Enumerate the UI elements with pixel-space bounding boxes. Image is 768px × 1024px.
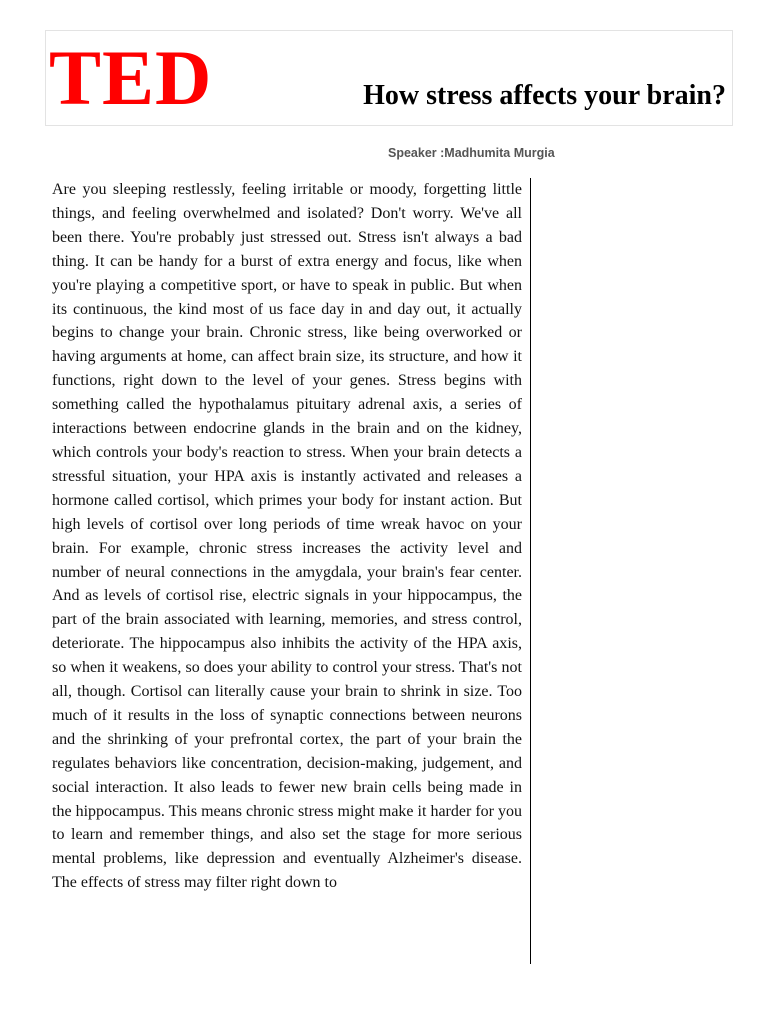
speaker-byline: Speaker :Madhumita Murgia bbox=[388, 146, 555, 160]
header-banner bbox=[45, 30, 733, 126]
column-divider bbox=[530, 178, 531, 964]
ted-logo: TED bbox=[49, 34, 213, 121]
article-body: Are you sleeping restlessly, feeling irritable or moody, forgetting little things, and feeling overwhelmed and isolated? Don't worry. We've all been there. You're probably just stressed out. Stress isn't always a bad thing. It can be handy for a burst of extra energy and focus, like when you're playing a competitive sport, or have to speak in public. But when its continuous, the kind most of us face day in and day out, it actually begins to change your brain. Chronic stress, like being overworked or having arguments at home, can affect brain size, its structure, and how it functions, right down to the level of your genes. Stress begins with something called the hypothalamus pituitary adrenal axis, a series of interactions between endocrine glands in the brain and on the kidney, which controls your body's reaction to stress. When your brain detects a stressful situation, your HPA axis is instantly activated and releases a hormone called cortisol, which primes your body for instant action. But high levels of cortisol over long periods of time wreak havoc on your brain. For example, chronic stress increases the activity level and number of neural connections in the amygdala, your brain's fear center. And as levels of cortisol rise, electric signals in your hippocampus, the part of the brain associated with learning, memories, and stress control, deteriorate. The hippocampus also inhibits the activity of the HPA axis, so when it weakens, so does your ability to control your stress. That's not all, though. Cortisol can literally cause your brain to shrink in size. Too much of it results in the loss of synaptic connections between neurons and the shrinking of your prefrontal cortex, the part of your brain the regulates behaviors like concentration, decision-making, judgement, and social interaction. It also leads to fewer new brain cells being made in the hippocampus. This means chronic stress might make it harder for you to learn and remember things, and also set the stage for more serious mental problems, like depression and eventually Alzheimer's disease. The effects of stress may filter right down to bbox=[52, 181, 522, 892]
page-title: How stress affects your brain? bbox=[363, 80, 726, 111]
